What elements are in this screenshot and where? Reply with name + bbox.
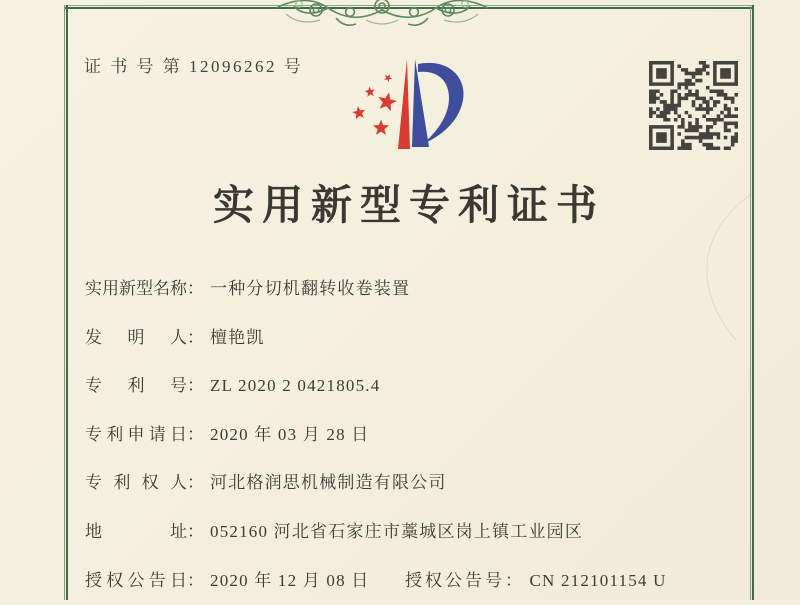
cnipa-patent-logo-icon xyxy=(341,56,469,178)
field-value: 2020 年 03 月 28 日 xyxy=(210,424,370,444)
qr-code-icon xyxy=(649,61,738,150)
field-value: ZL 2020 2 0421805.4 xyxy=(210,376,381,396)
field-label: 地址 xyxy=(85,521,187,541)
field-value: CN 212101154 U xyxy=(529,570,667,590)
field-utility-model-name xyxy=(85,265,760,314)
colon: ： xyxy=(187,376,204,396)
field-filing-date xyxy=(85,411,760,460)
colon: ： xyxy=(187,473,204,493)
certificate-number: 证 书 号 第 12096262 号 xyxy=(84,57,304,76)
certificate-fields xyxy=(85,265,760,605)
field-value: 一种分切机翻转收卷装置 xyxy=(210,279,411,298)
field-grant-number xyxy=(405,557,667,605)
field-label: 发明人 xyxy=(85,327,187,347)
field-label: 授权公告号 xyxy=(405,570,505,590)
field-value: 河北格润思机械制造有限公司 xyxy=(210,473,447,493)
field-value: 2020 年 12 月 08 日 xyxy=(210,570,370,590)
field-inventor xyxy=(85,314,760,363)
colon: ： xyxy=(187,521,204,541)
field-label: 实用新型名称 xyxy=(85,279,187,298)
colon: ： xyxy=(187,279,204,298)
green-scroll-ornament-icon xyxy=(276,0,488,36)
field-value: 052160 河北省石家庄市藁城区岗上镇工业园区 xyxy=(210,521,584,541)
field-label: 专利号 xyxy=(85,376,187,396)
frame-left-border xyxy=(64,5,68,600)
certificate-title: 实用新型专利证书 xyxy=(213,182,605,228)
colon: ： xyxy=(187,327,204,347)
field-grant-date xyxy=(85,557,760,605)
field-patent-number xyxy=(85,362,760,411)
colon: ： xyxy=(187,424,204,444)
field-label: 专利申请日 xyxy=(85,424,187,444)
field-value: 檀艳凯 xyxy=(210,327,265,347)
field-label: 授权公告日 xyxy=(85,570,187,590)
field-address xyxy=(85,508,760,557)
field-patentee xyxy=(85,459,760,508)
colon: ： xyxy=(187,570,204,590)
colon: ： xyxy=(505,570,524,590)
field-label: 专利权人 xyxy=(85,473,187,493)
